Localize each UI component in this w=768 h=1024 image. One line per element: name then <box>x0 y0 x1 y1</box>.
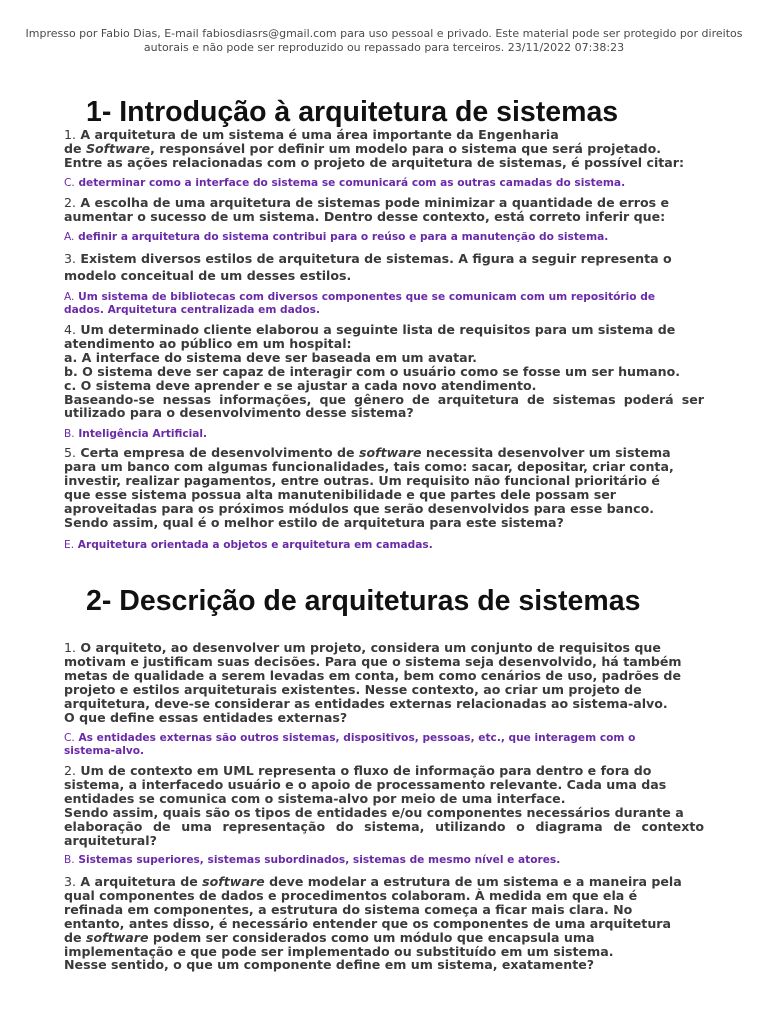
question-number: 1. <box>64 127 77 142</box>
question-text: investir, realizar pagamentos, entre outras. Um requisito não funcional prioritário é <box>64 472 660 488</box>
section-2-answer-1 <box>64 732 714 757</box>
question-text: Nesse sentido, o que um componente define em um sistema, exatamente? <box>64 957 595 973</box>
question-text: aumentar o sucesso de um sistema. Dentro desse contexto, está correto inferir que: <box>64 208 666 224</box>
answer-letter: E. <box>64 539 75 551</box>
question-number: 3. <box>64 874 77 889</box>
section-1-question-1 <box>64 128 704 170</box>
question-number: 1. <box>64 640 77 655</box>
section-1-answer-4 <box>64 428 714 441</box>
question-text: , responsável por definir um modelo para o sistema que será projetado. <box>150 140 662 156</box>
answer-text: Um sistema de bibliotecas com diversos componentes que se comunicam com um repositório de <box>78 291 655 303</box>
section-1-answer-3 <box>64 291 714 316</box>
answer-letter: C. <box>64 732 75 744</box>
question-text: Certa empresa de desenvolvimento de <box>80 445 359 460</box>
question-text: projeto e estilos arquiteturais existentes. Nesse contexto, ao criar um projeto de <box>64 681 642 697</box>
question-text: Existem diversos estilos de arquitetura de sistemas. A figura a seguir representa o <box>80 251 672 266</box>
question-text: implementação e que pode ser implementado ou substituído em um sistema. <box>64 943 614 959</box>
question-emphasis: software <box>85 929 149 945</box>
question-text: A arquitetura de um sistema é uma área importante da Engenharia <box>80 127 559 142</box>
question-number: 5. <box>64 445 77 460</box>
question-text: deve modelar a estrutura de um sistema e a maneira pela <box>264 874 682 889</box>
question-text: O que define essas entidades externas? <box>64 709 348 725</box>
question-text: para um banco com algumas funcionalidades, tais como: sacar, depositar, criar conta, <box>64 458 674 474</box>
question-text: Baseando-se nessas informações, que gênero de arquitetura de sistemas poderá ser <box>64 391 704 407</box>
answer-text: Sistemas superiores, sistemas subordinados, sistemas de mesmo nível e atores. <box>78 854 561 866</box>
section-1-answer-1 <box>64 177 714 190</box>
section-1-question-3 <box>64 251 704 284</box>
question-text: utilizado para o desenvolvimento desse sistema? <box>64 405 414 421</box>
section-2-question-3 <box>64 875 704 972</box>
answer-text: determinar como a interface do sistema se comunicará com as outras camadas do sistema. <box>78 177 626 189</box>
section-1-answer-5 <box>64 539 714 552</box>
question-text: O arquiteto, ao desenvolver um projeto, considera um conjunto de requisitos que <box>80 640 661 655</box>
question-text: a. A interface do sistema deve ser baseada em um avatar. <box>64 349 477 365</box>
question-text: A escolha de uma arquitetura de sistemas pode minimizar a quantidade de erros e <box>80 195 670 210</box>
answer-text: dados. Arquitetura centralizada em dados. <box>64 303 320 316</box>
question-text: aproveitadas para os próximos módulos que serão desenvolvidos para esse banco. <box>64 500 655 516</box>
answer-text: Inteligência Artificial. <box>78 428 208 440</box>
watermark-line-2: autorais e não pode ser reproduzido ou repassado para terceiros. 23/11/2022 07:38:23 <box>143 41 625 54</box>
question-text: arquitetura, deve-se considerar as entidades externas relacionadas ao sistema-alvo. <box>64 695 668 711</box>
answer-letter: A. <box>64 231 75 243</box>
question-text: metas de qualidade a serem levadas em conta, bem como cenários de uso, padrões de <box>64 667 681 683</box>
watermark-line-1: Impresso por Fabio Dias, E-mail fabiosdiasrs@gmail.com para uso pessoal e privado. Este material pode ser protegido por direitos <box>25 27 743 40</box>
question-text: c. O sistema deve aprender e se ajustar a cada novo atendimento. <box>64 377 537 393</box>
question-number: 2. <box>64 763 77 778</box>
question-text: A arquitetura de <box>80 874 203 889</box>
question-text: motivam e justificam suas decisões. Para que o sistema seja desenvolvido, há também <box>64 653 682 669</box>
question-text: de <box>64 929 86 945</box>
question-text: Sendo assim, qual é o melhor estilo de arquitetura para este sistema? <box>64 514 564 530</box>
answer-letter: C. <box>64 177 75 189</box>
section-2-answer-2 <box>64 854 714 867</box>
question-text: atendimento ao público em um hospital: <box>64 335 352 351</box>
question-number: 4. <box>64 322 77 337</box>
copyright-watermark <box>20 27 748 55</box>
question-text: que esse sistema possua alta manutenibilidade e que partes dele possam ser <box>64 486 616 502</box>
question-number: 2. <box>64 195 77 210</box>
answer-letter: B. <box>64 854 75 866</box>
section-2-question-2 <box>64 764 704 847</box>
section-2-title: 2- Descrição de arquiteturas de sistemas <box>86 585 641 617</box>
question-text: entidades se comunica com o sistema-alvo por meio de uma interface. <box>64 790 566 806</box>
question-text: modelo conceitual de um desses estilos. <box>64 267 352 283</box>
answer-text: As entidades externas são outros sistemas, dispositivos, pessoas, etc., que interagem com o <box>78 732 636 744</box>
section-1-answer-2 <box>64 231 714 244</box>
section-1-question-4 <box>64 323 704 420</box>
question-text: Um determinado cliente elaborou a seguinte lista de requisitos para um sistema de <box>80 322 676 337</box>
question-emphasis: Software <box>85 140 151 156</box>
answer-letter: B. <box>64 428 75 440</box>
question-text: refinada em componentes, a estrutura do sistema começa a ficar mais clara. No <box>64 901 633 917</box>
section-2-question-1 <box>64 641 704 724</box>
question-text: entanto, antes disso, é necessário entender que os componentes de uma arquitetura <box>64 915 671 931</box>
answer-text: definir a arquitetura do sistema contribui para o reúso e para a manutenção do sistema. <box>78 231 609 243</box>
question-text: b. O sistema deve ser capaz de interagir com o usuário como se fosse um ser humano. <box>64 363 681 379</box>
question-text: qual componentes de dados e procedimentos colaboram. À medida em que ela é <box>64 887 638 903</box>
question-number: 3. <box>64 251 77 266</box>
question-text: elaboração de uma representação do sistema, utilizando o diagrama de contexto <box>64 818 704 834</box>
question-text: podem ser considerados como um módulo que encapsula uma <box>148 929 595 945</box>
section-1-question-5 <box>64 446 704 529</box>
question-text: arquitetural? <box>64 832 157 848</box>
answer-text: sistema-alvo. <box>64 744 145 757</box>
question-text: sistema, a interfacedo usuário e o apoio de processamento relevante. Cada uma das <box>64 776 667 792</box>
question-text: Entre as ações relacionadas com o projeto de arquitetura de sistemas, é possível citar: <box>64 154 685 170</box>
answer-letter: A. <box>64 291 75 303</box>
section-1-question-2 <box>64 196 704 224</box>
question-text: de <box>64 140 86 156</box>
section-1-title: 1- Introdução à arquitetura de sistemas <box>86 96 619 128</box>
question-text: necessita desenvolver um sistema <box>421 445 671 460</box>
question-text: Sendo assim, quais são os tipos de entidades e/ou componentes necessários durante a <box>64 804 684 820</box>
answer-text: Arquitetura orientada a objetos e arquitetura em camadas. <box>77 539 433 551</box>
question-text: Um de contexto em UML representa o fluxo de informação para dentro e fora do <box>80 763 652 778</box>
question-emphasis: software <box>358 445 422 460</box>
question-emphasis: software <box>202 874 265 889</box>
